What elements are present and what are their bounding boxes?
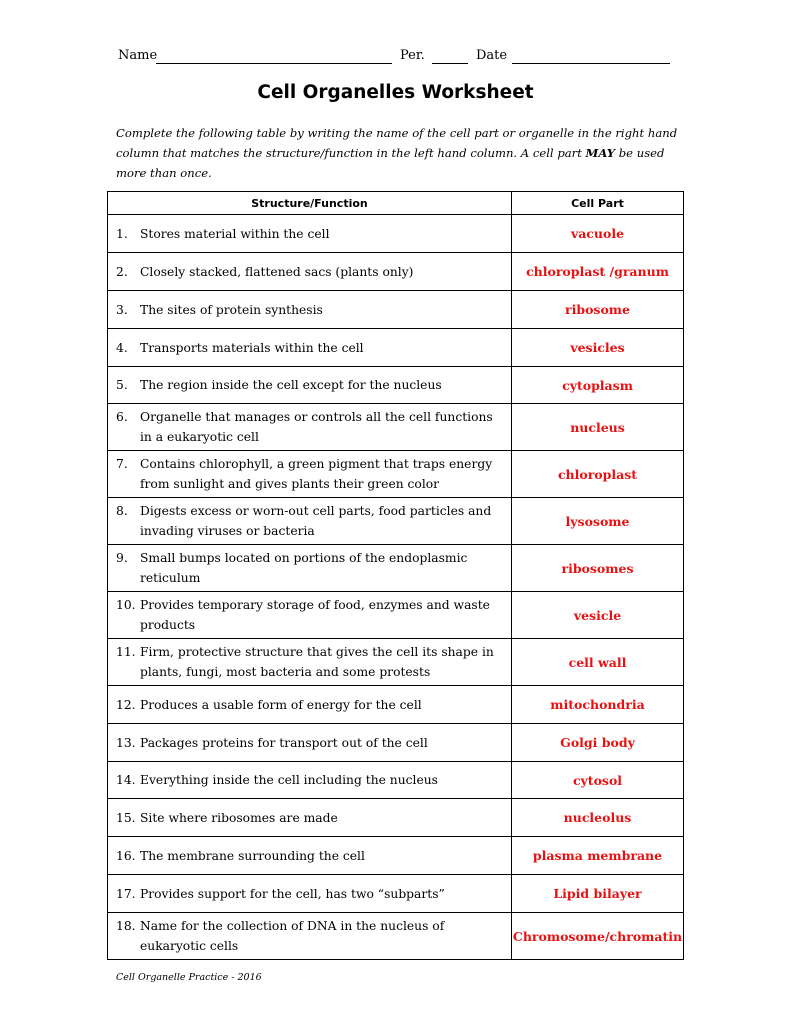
item-number: 9. xyxy=(116,551,128,565)
item-number: 5. xyxy=(116,378,128,392)
item-number: 7. xyxy=(116,457,128,471)
header-cell-part: Cell Part xyxy=(512,192,684,215)
table-row xyxy=(108,837,684,875)
function-text: Provides support for the cell, has two “subparts” xyxy=(140,886,445,901)
item-number: 14. xyxy=(116,773,136,787)
function-cell xyxy=(108,451,512,498)
cell-part-answer: plasma membrane xyxy=(512,837,684,875)
item-number: 1. xyxy=(116,226,128,241)
item-number: 13. xyxy=(116,735,136,750)
instructions-emphasis: MAY xyxy=(585,146,616,160)
function-text: Small bumps located on portions of the endoplasmic reticulum xyxy=(140,551,468,585)
table-row xyxy=(108,592,684,639)
cell-part-answer: chloroplast xyxy=(512,451,684,498)
function-cell xyxy=(108,837,512,875)
function-cell xyxy=(108,762,512,799)
table-row xyxy=(108,498,684,545)
table-row xyxy=(108,545,684,592)
function-cell xyxy=(108,367,512,404)
function-cell xyxy=(108,724,512,762)
item-number: 18. xyxy=(116,919,136,933)
function-text: Name for the collection of DNA in the nucleus of eukaryotic cells xyxy=(140,919,445,953)
cell-part-answer: chloroplast /granum xyxy=(512,253,684,291)
function-text: Produces a usable form of energy for the cell xyxy=(140,697,422,712)
table-row xyxy=(108,367,684,404)
cell-part-answer: vesicles xyxy=(512,329,684,367)
function-text: Organelle that manages or controls all the cell functions in a eukaryotic cell xyxy=(140,410,493,444)
cell-part-answer: nucleolus xyxy=(512,799,684,837)
instructions-text-2: be used more than once. xyxy=(116,146,665,180)
item-number: 12. xyxy=(116,697,136,712)
cell-part-answer: lysosome xyxy=(512,498,684,545)
student-info-line xyxy=(118,48,678,68)
cell-part-answer: mitochondria xyxy=(512,686,684,724)
table-body xyxy=(108,215,684,960)
table-row xyxy=(108,686,684,724)
function-cell xyxy=(108,291,512,329)
name-label: Name xyxy=(118,48,158,63)
function-text: Provides temporary storage of food, enzymes and waste products xyxy=(140,598,490,632)
item-number: 16. xyxy=(116,848,136,863)
table-row xyxy=(108,253,684,291)
function-cell xyxy=(108,592,512,639)
function-text: Packages proteins for transport out of the cell xyxy=(140,735,428,750)
table-row xyxy=(108,913,684,960)
date-label: Date xyxy=(476,48,508,63)
function-cell xyxy=(108,253,512,291)
period-blank xyxy=(432,63,468,64)
page-title: Cell Organelles Worksheet xyxy=(257,82,534,103)
item-number: 15. xyxy=(116,810,136,825)
cell-part-answer: vacuole xyxy=(512,215,684,253)
function-text: Transports materials within the cell xyxy=(140,340,364,355)
item-number: 8. xyxy=(116,504,128,518)
instructions-text-1: Complete the following table by writing the name of the cell part or organelle in the right hand column that matches the structure/function in the left hand column. A cell part xyxy=(116,126,678,160)
function-text: Firm, protective structure that gives the cell its shape in plants, fungi, most bacteria and some protests xyxy=(140,645,494,679)
function-text: The membrane surrounding the cell xyxy=(140,848,365,863)
function-cell xyxy=(108,498,512,545)
function-cell xyxy=(108,913,512,960)
function-cell xyxy=(108,215,512,253)
function-text: The region inside the cell except for the nucleus xyxy=(140,378,442,392)
table-row xyxy=(108,329,684,367)
item-number: 17. xyxy=(116,886,136,901)
function-cell xyxy=(108,639,512,686)
cell-part-answer: Lipid bilayer xyxy=(512,875,684,913)
instructions xyxy=(116,123,682,183)
cell-part-answer: cytoplasm xyxy=(512,367,684,404)
table-row xyxy=(108,762,684,799)
function-text: The sites of protein synthesis xyxy=(140,302,323,317)
table-header-row xyxy=(108,192,684,215)
function-cell xyxy=(108,686,512,724)
item-number: 11. xyxy=(116,645,136,659)
function-text: Contains chlorophyll, a green pigment that traps energy from sunlight and gives plants their green color xyxy=(140,457,493,491)
header-structure-function: Structure/Function xyxy=(108,192,512,215)
table-row xyxy=(108,875,684,913)
function-cell xyxy=(108,799,512,837)
item-number: 3. xyxy=(116,302,128,317)
function-cell xyxy=(108,404,512,451)
function-text: Site where ribosomes are made xyxy=(140,810,338,825)
cell-part-answer: nucleus xyxy=(512,404,684,451)
table-row xyxy=(108,451,684,498)
table-row xyxy=(108,639,684,686)
function-text: Closely stacked, flattened sacs (plants only) xyxy=(140,264,414,279)
name-blank xyxy=(156,63,392,64)
period-label: Per. xyxy=(400,48,425,63)
function-cell xyxy=(108,875,512,913)
organelle-table xyxy=(107,191,684,960)
cell-part-answer: Chromosome/chromatin xyxy=(512,913,684,960)
function-text: Digests excess or worn-out cell parts, food particles and invading viruses or bacteria xyxy=(140,504,492,538)
cell-part-answer: ribosome xyxy=(512,291,684,329)
table-row xyxy=(108,799,684,837)
cell-part-answer: cytosol xyxy=(512,762,684,799)
table-row xyxy=(108,404,684,451)
item-number: 2. xyxy=(116,264,128,279)
function-cell xyxy=(108,329,512,367)
cell-part-answer: Golgi body xyxy=(512,724,684,762)
footer-text: Cell Organelle Practice - 2016 xyxy=(116,972,262,983)
item-number: 6. xyxy=(116,410,128,424)
function-text: Everything inside the cell including the nucleus xyxy=(140,773,438,787)
cell-part-answer: ribosomes xyxy=(512,545,684,592)
item-number: 10. xyxy=(116,598,136,612)
item-number: 4. xyxy=(116,340,128,355)
cell-part-answer: cell wall xyxy=(512,639,684,686)
function-cell xyxy=(108,545,512,592)
table-row xyxy=(108,215,684,253)
cell-part-answer: vesicle xyxy=(512,592,684,639)
date-blank xyxy=(512,63,670,64)
table-row xyxy=(108,291,684,329)
function-text: Stores material within the cell xyxy=(140,226,330,241)
table-row xyxy=(108,724,684,762)
